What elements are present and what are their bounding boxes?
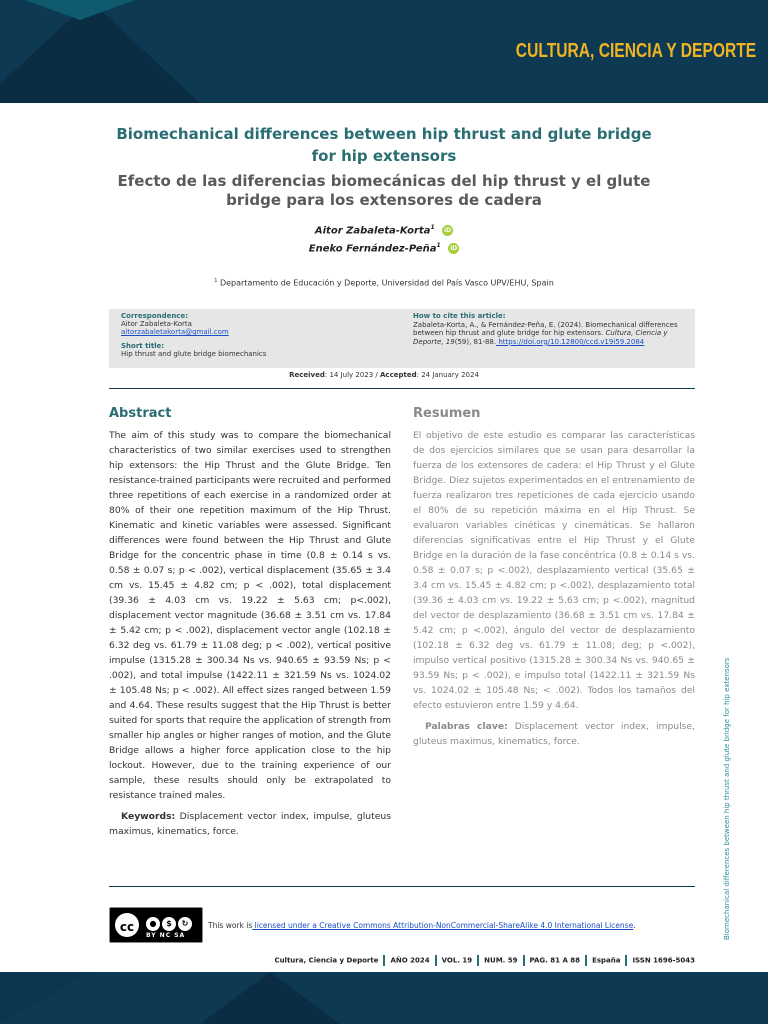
divider [109,886,695,887]
cc-icon: cc [113,911,141,939]
correspondence-label: Correspondence: [121,312,189,320]
license-note: This work is licensed under a Creative Commons Attribution-NonCommercial-ShareAlike 4.0 International License. [208,921,636,930]
article-title-english: Biomechanical differences between hip thrust and glute bridge for hip extensors [116,125,652,165]
citation-issue: (59), 81-88. [454,337,497,346]
abstract-body: The aim of this study was to compare the biomechanical characteristics of two similar exercises used to strengthen hip extensors: the Hip Thrust and the Glute Bridge. Ten resistance-trained participants were recruited and performed three repetitions of each exercise in a randomized order at 80% of their one repetition maximum of the Hip Thrust. Kinematic and kinetic variables were assessed. Significant differences were found between the Hip Thrust and Glute Bridge for the concentric phase in time (0.8 ± 0.14 s vs. 0.58 ± 0.07 s; p < .002), vertical displacement (35.65 ± 3.4 cm vs. 15.45 ± 4.82 cm; p < .002), total displacement (39.36 ± 4.03 cm vs. 19.22 ± 5.63 cm; p<.002), displacement vector magnitude (36.68 ± 3.51 cm vs. 17.84 ± 5.42 cm; p < .002), displacement vector angle (102.18 ± 6.32 deg vs. 61.79 ± 11.08 deg; p < .002), vertical positive impulse (1315.28 ± 300.34 Ns vs. 940.65 ± 93.59 Ns; p < .002), and total impulse (1422.11 ± 321.59 Ns vs. 1024.02 ± 105.48 Ns; p < .002). All effect sizes ranged between 1.59 and 4.64. These results suggest that the Hip Thrust is better suited for sports that require the application of strength from smaller hip angles or higher ranges of motion, and the Glute Bridge allows a higher force application close to the hip lockout. However, due to the training experience of our sample, these results should only be extrapolated to resistance trained males. [109,430,391,801]
abstract-keywords: Keywords: Displacement vector index, impulse, gluteus maximus, kinematics, force. [109,811,391,837]
author-1: Aitor Zabaleta-Korta$^1$ iD [314,224,452,237]
side-running-title: Biomechanical differences between hip thrust and glute bridge for hip extensors [723,657,731,940]
footer-decoration [0,972,90,1024]
noncommercial-icon: $ [162,917,176,931]
orcid-icon[interactable]: iD [444,226,452,234]
divider [109,388,695,389]
received-accepted-dates: Received: 14 July 2023 / Accepted: 24 January 2024 [289,371,479,379]
resumen-body: El objetivo de este estudio es comparar las características de dos ejercicios similares que se usan para desarrollar la fuerza de los extensores de cadera: el Hip Thrust y el Glute Bridge. Diez sujetos experimentados en el entrenamiento de fuerza realizaron tres repeticiones de cada ejercicio usando el 80% de su repetición máxima en el Hip Thrust. Se evaluaron variables cinéticas y cinemáticas. Se hallaron diferencias significativas entre el Hip Thrust y el Glute Bridge en la duración de la fase concéntrica (0.8 ± 0.14 s vs. 0.58 ± 0.07 s; p <.002), desplazamiento vertical (35.65 ± 3.4 cm vs. 15.45 ± 4.82 cm; p <.002), desplazamiento total (39.36 ± 4.03 cm vs. 19.22 ± 5.63 cm; p <.002), magnitud del vector de desplazamiento (36.68 ± 3.51 cm vs. 17.84 ± 5.42 cm; p <.002), ángulo del vector de desplazamiento (102.18 ± 6.32 deg vs. 61.79 ± 11.08; deg; p <.002), impulso vertical positivo (1315.28 ± 300.34 Ns vs. 940.65 ± 93.59 Ns; p < .002), e impulso total (1422.11 ± 321.59 Ns vs. 1024.02 ± 105.48 Ns; < .002). Todos los tamaños del efecto estuvieron entre 1.59 y 4.64. [413,430,695,711]
citation-text: Zabaleta-Korta, A., & Fernández-Peña, E. (2024). Biomechanical differences between hip thrust and glute bridge for hip extensors. [413,320,678,337]
resumen-section [413,428,695,749]
short-title: Hip thrust and glute bridge biomechanics [121,350,267,358]
author-2: Eneko Fernández-Peña$^1$ iD [308,242,458,255]
sharealike-icon: ↻ [178,917,192,931]
cc-tags: BY NC SA [146,932,186,939]
attribution-icon: ● [146,917,160,931]
footer-decoration-accent [200,972,340,1024]
correspondence-email-link[interactable]: aitorzabaletakorta@gmail.com [121,328,229,336]
footer-issue-info: Cultura, Ciencia y Deporte AÑO 2024 VOL. 19 NUM. 59 PAG. 81 A 88 España ISSN 1696-5043 [274,956,695,965]
header-decoration-accent [25,0,135,20]
journal-name: CULTURA, CIENCIA Y DEPORTE [515,40,756,62]
article-title-spanish: Efecto de las diferencias biomecánicas del hip thrust y el glute bridge para los extensores de cadera [117,172,651,209]
abstract-section [109,428,391,839]
correspondence-name: Aitor Zabaleta-Korta [121,320,192,328]
doi-link[interactable]: https://doi.org/10.12800/ccd.v19i59.2084 [496,337,645,346]
affiliation: $^1$ Departamento de Educación y Deporte, Universidad del País Vasco UPV/EHU, Spain [214,278,554,288]
resumen-heading: Resumen [413,406,481,421]
page-header-band [0,0,768,103]
license-link[interactable]: licensed under a Creative Commons Attribution-NonCommercial-ShareAlike 4.0 International License [252,921,634,930]
correspondence-box [109,309,695,368]
abstract-heading: Abstract [109,406,172,421]
creative-commons-badge[interactable] [109,907,203,943]
page-footer-band [0,972,768,1024]
citation-journal: Cultura, Ciencia y Deporte, 19 [413,329,668,346]
citation-label: How to cite this article: [413,312,506,320]
orcid-icon[interactable]: iD [450,244,458,252]
resumen-keywords: Palabras clave: Displacement vector index, impulse, gluteus maximus, kinematics, force. [413,721,696,747]
short-title-label: Short title: [121,342,165,350]
